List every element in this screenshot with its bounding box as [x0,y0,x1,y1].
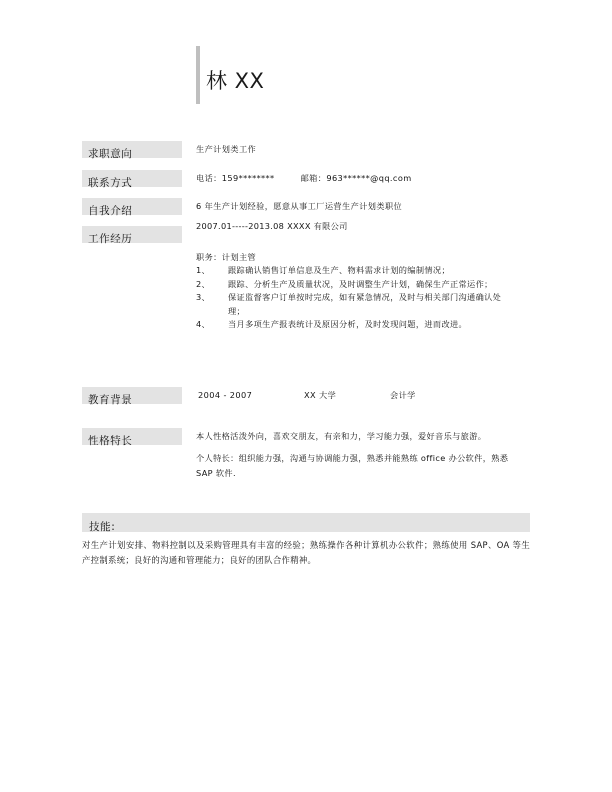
label-introduction-text: 自我介绍 [88,205,133,217]
label-job-objective [82,141,182,158]
skills-heading-text: 技能: [89,521,116,533]
traits-body [196,429,516,481]
label-work-experience [82,226,182,243]
traits-paragraph: 个人特长：组织能力强，沟通与协调能力强，熟悉并能熟练 office 办公软件，熟悉 SAP 软件. [196,453,509,478]
work-duty-text: 跟踪、分析生产及质量状况，及时调整生产计划，确保生产正常运作； [228,278,493,289]
name-accent-bar [196,46,200,104]
skills-heading-band [82,513,530,532]
label-traits [82,428,182,445]
work-period-company: 2007.01-----2013.08 XXXX 有限公司 [196,221,348,231]
label-traits-text: 性格特长 [88,435,133,447]
work-duty-text: 跟踪确认销售订单信息及生产、物料需求计划的编制情况； [228,265,450,275]
skills-body: 对生产计划安排、物料控制以及采购管理具有丰富的经验；熟练操作各种计算机办公软件；熟练使用 SAP、OA 等生产控制系统；良好的沟通和管理能力；良好的团队合作精神。 [82,540,530,565]
label-job-objective-text: 求职意向 [88,148,133,160]
work-duty-number: 1、 [196,265,211,275]
label-contact-text: 联系方式 [88,177,133,189]
contact-phone: 电话：159******** [196,173,275,183]
education-major: 会计学 [390,390,416,400]
work-duty-list [196,264,516,332]
work-duty-item [196,291,516,318]
work-duty-text: 当月多项生产报表统计及原因分析，及时发现问题，进而改进。 [228,319,468,330]
label-work-experience-text: 工作经历 [88,233,133,245]
traits-paragraph: 本人性格活泼外向，喜欢交朋友，有亲和力，学习能力强，爱好音乐与旅游。 [196,431,487,441]
value-contact [196,171,412,185]
value-job-objective: 生产计划类工作 [196,144,257,154]
contact-email: 邮箱：963******@qq.com [300,173,412,183]
work-duty-number: 2、 [196,278,211,289]
work-duty-text: 保证监督客户订单按时完成，如有紧急情况，及时与相关部门沟通确认处理； [228,292,502,316]
education-years: 2004 - 2007 [198,390,253,400]
work-position: 职务：计划主管 [196,252,257,262]
education-row [196,388,526,402]
work-duty-item [196,278,516,292]
work-duty-number: 4、 [196,319,211,330]
label-contact [82,170,182,187]
education-school: XX 大学 [304,390,337,400]
work-duty-item [196,264,516,278]
work-duty-item [196,318,516,332]
work-duty-number: 3、 [196,292,211,303]
label-introduction [82,198,182,215]
label-education [82,387,182,404]
value-introduction: 6 年生产计划经验，愿意从事工厂运营生产计划类职位 [196,201,403,211]
applicant-name: 林 XX [206,69,265,93]
label-education-text: 教育背景 [88,394,133,406]
